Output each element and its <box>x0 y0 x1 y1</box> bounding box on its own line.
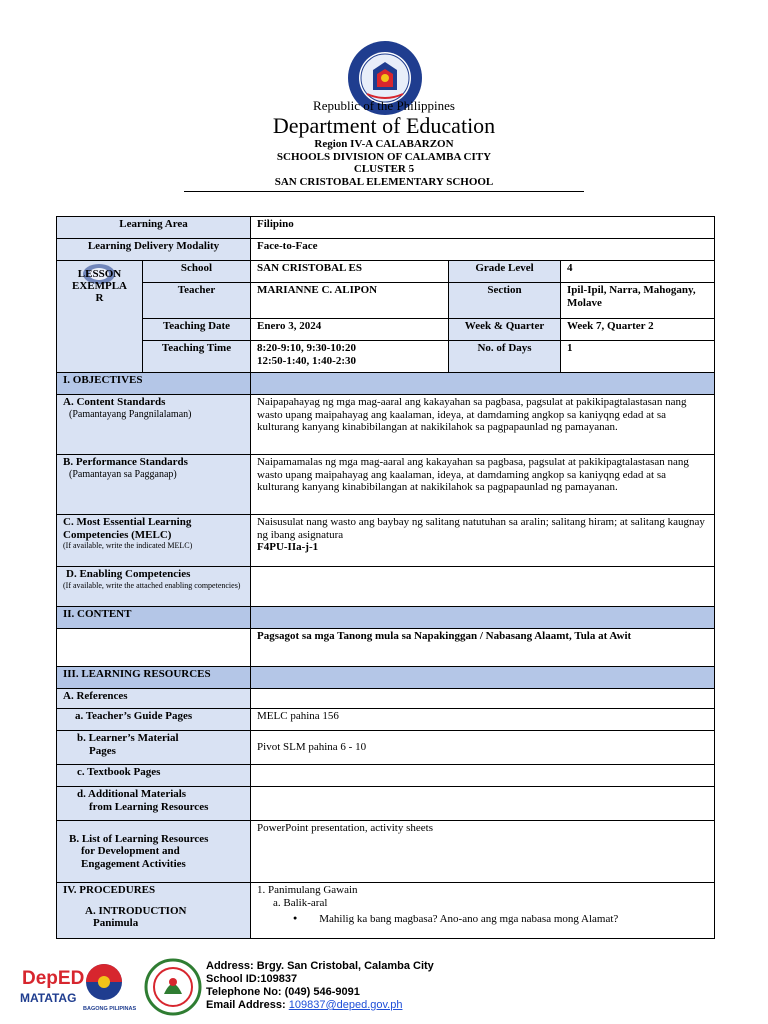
resources-heading-row <box>57 667 715 689</box>
republic-heading: Republic of the Philippines <box>313 98 455 113</box>
learners-material-value: Pivot SLM pahina 6 - 10 <box>251 731 715 765</box>
region-line: Region IV-A CALABARZON <box>314 138 454 150</box>
matatag-text: MATATAG <box>20 991 77 1005</box>
learners-material-row <box>57 731 715 765</box>
header-divider <box>184 191 584 192</box>
content-standards-row <box>57 395 715 455</box>
enabling-row <box>57 567 715 607</box>
time-line-1: 8:20-9:10, 9:30-10:20 <box>257 342 356 354</box>
references-label: A. References <box>57 689 251 709</box>
resource-list-line-3: Engagement Activities <box>81 857 186 870</box>
additional-materials-row <box>57 787 715 821</box>
content-standards-subtitle: (Pamantayang Pangnilalaman) <box>69 408 192 420</box>
melc-code: F4PU-IIa-j-1 <box>257 541 319 553</box>
time-label: Teaching Time <box>143 341 251 373</box>
objectives-heading-fill <box>251 373 715 395</box>
introduction-title: A. INTRODUCTION <box>85 904 187 917</box>
office-block <box>0 138 768 188</box>
teachers-guide-row <box>57 709 715 731</box>
exemplar-line-3: R <box>95 292 104 304</box>
textbook-row <box>57 765 715 787</box>
enabling-subtitle: (If available, write the attached enabling competencies) <box>63 580 241 590</box>
lesson-exemplar-cell <box>57 261 143 373</box>
days-value: 1 <box>561 341 715 373</box>
grade-value: 4 <box>561 261 715 283</box>
learning-area-row <box>57 217 715 239</box>
additional-materials-line-2: from Learning Resources <box>89 800 209 813</box>
resources-heading-fill <box>251 667 715 689</box>
melc-row <box>57 515 715 567</box>
enabling-value <box>251 567 715 607</box>
resource-list-line-1: B. List of Learning Resources <box>69 832 209 845</box>
content-standards-value: Naipapahayag ng mga mag-aaral ang kakayahan sa pagbasa, pagsulat at pakikipagtalastasan nang wasto upang maipahayag ang kaalaman, ideya, at damdaming angkop sa kaniyqng edad at sa kulturang kanyang kinabibilangan at nakikilahok sa pagpapaunlad ng pamayanan. <box>251 395 715 455</box>
footer-contact <box>206 960 434 1012</box>
content-standards-title: A. Content Standards <box>63 396 166 408</box>
procedures-heading: IV. PROCEDURES <box>63 884 156 896</box>
modality-label: Learning Delivery Modality <box>57 239 251 261</box>
school-label: School <box>143 261 251 283</box>
objectives-heading-row <box>57 373 715 395</box>
exemplar-line-1: LESSON <box>77 268 122 280</box>
objectives-heading: I. OBJECTIVES <box>57 373 251 395</box>
footer-email-label: Email Address: <box>206 999 289 1011</box>
grade-label: Grade Level <box>449 261 561 283</box>
resource-list-row <box>57 821 715 883</box>
learners-material-line-1: b. Learner’s Material <box>77 732 179 744</box>
bagong-pilipinas-logo <box>83 964 137 1012</box>
resources-heading: III. LEARNING RESOURCES <box>57 667 251 689</box>
school-value: SAN CRISTOBAL ES <box>251 261 449 283</box>
content-heading: II. CONTENT <box>57 607 251 629</box>
references-row <box>57 689 715 709</box>
procedures-value <box>251 883 715 939</box>
week-value: Week 7, Quarter 2 <box>561 319 715 341</box>
learners-material-line-2: Pages <box>89 744 116 757</box>
additional-materials-label <box>57 787 251 821</box>
content-heading-row <box>57 607 715 629</box>
modality-row <box>57 239 715 261</box>
review-question: ● Mahilig ka bang magbasa? Ano-ano ang mga nabasa mong Alamat? <box>257 913 708 927</box>
exemplar-line-2: EXEMPLA <box>72 280 127 292</box>
teacher-value: MARIANNE C. ALIPON <box>251 283 449 319</box>
section-value: Ipil-Ipil, Narra, Mahogany, Molave <box>561 283 715 319</box>
teacher-row <box>57 283 715 319</box>
date-value: Enero 3, 2024 <box>251 319 449 341</box>
melc-title: C. Most Essential Learning Competencies (MELC) <box>63 516 192 541</box>
performance-standards-row <box>57 455 715 515</box>
procedure-step-1a: a. Balik-aral <box>273 896 328 909</box>
bagong-pilipinas-text: BAGONG PILIPINAS <box>83 1006 137 1012</box>
additional-materials-line-1: d. Additional Materials <box>77 788 187 800</box>
department-heading: Department of Education <box>272 113 496 138</box>
melc-subtitle: (If available, write the indicated MELC) <box>63 541 193 550</box>
school-row <box>57 261 715 283</box>
content-topic-blank <box>57 629 251 667</box>
learners-material-label <box>57 731 251 765</box>
teacher-label: Teacher <box>143 283 251 319</box>
footer-logos <box>18 958 208 1018</box>
procedures-label <box>57 883 251 939</box>
melc-text: Naisusulat nang wasto ang baybay ng salitang natutuhan sa aralin; salitang hiram; at salitang kaugnay ng ibang asignatura <box>257 516 705 541</box>
time-row <box>57 341 715 373</box>
date-label: Teaching Date <box>143 319 251 341</box>
teachers-guide-label: a. Teacher’s Guide Pages <box>57 709 251 731</box>
footer-school-id: School ID:109837 <box>206 973 298 985</box>
textbook-label: c. Textbook Pages <box>57 765 251 787</box>
cluster-line: CLUSTER 5 <box>353 163 415 175</box>
time-value <box>251 341 449 373</box>
procedures-row <box>57 883 715 939</box>
references-value <box>251 689 715 709</box>
footer-telephone: Telephone No: (049) 546-9091 <box>206 986 360 998</box>
learning-area-value: Filipino <box>251 217 715 239</box>
date-row <box>57 319 715 341</box>
modality-value: Face-to-Face <box>251 239 715 261</box>
content-topic: Pagsagot sa mga Tanong mula sa Napakinggan / Nabasang Alaamt, Tula at Awit <box>251 629 715 667</box>
performance-standards-label <box>57 455 251 515</box>
melc-label <box>57 515 251 567</box>
performance-standards-title: B. Performance Standards <box>63 456 188 468</box>
footer-email <box>206 999 434 1012</box>
school-line: SAN CRISTOBAL ELEMENTARY SCHOOL <box>274 175 494 188</box>
section-label: Section <box>449 283 561 319</box>
melc-value <box>251 515 715 567</box>
lesson-exemplar-table <box>56 216 715 939</box>
deped-logo-text: DepED <box>22 968 85 989</box>
textbook-value <box>251 765 715 787</box>
days-label: No. of Days <box>449 341 561 373</box>
introduction-subtitle: Panimula <box>93 917 139 929</box>
performance-standards-subtitle: (Pamantayan sa Pagganap) <box>69 468 177 480</box>
resource-list-label <box>57 821 251 883</box>
resource-list-line-2: for Development and <box>81 845 180 858</box>
footer-email-link[interactable]: 109837@deped.gov.ph <box>288 999 403 1011</box>
enabling-label <box>57 567 251 607</box>
content-standards-label <box>57 395 251 455</box>
learning-area-label: Learning Area <box>57 217 251 239</box>
content-topic-row <box>57 629 715 667</box>
school-seal-logo <box>146 960 200 1014</box>
enabling-title: D. Enabling Competencies <box>66 568 191 580</box>
week-label: Week & Quarter <box>449 319 561 341</box>
performance-standards-value: Naipamamalas ng mga mag-aaral ang kakayahan sa pagbasa, pagsulat at pakikipagtalastasan nang wasto upang maipahayag ang kaalaman, ideya, at damdaming angkop sa kaniyqng edad at sa kulturang kanyang kinabibilangan at nakikilahok sa pagpapaunlad ng pamayanan. <box>251 455 715 515</box>
time-line-2: 12:50-1:40, 1:40-2:30 <box>257 354 356 367</box>
resource-list-value: PowerPoint presentation, activity sheets <box>251 821 715 883</box>
additional-materials-value <box>251 787 715 821</box>
procedure-step-1: 1. Panimulang Gawain <box>257 884 358 896</box>
content-heading-fill <box>251 607 715 629</box>
deped-matatag-logo <box>20 968 84 1005</box>
lesson-exemplar-label <box>63 268 136 304</box>
footer-address: Address: Brgy. San Cristobal, Calamba City <box>206 960 434 972</box>
division-line: SCHOOLS DIVISION OF CALAMBA CITY <box>276 150 492 163</box>
teachers-guide-value: MELC pahina 156 <box>251 709 715 731</box>
